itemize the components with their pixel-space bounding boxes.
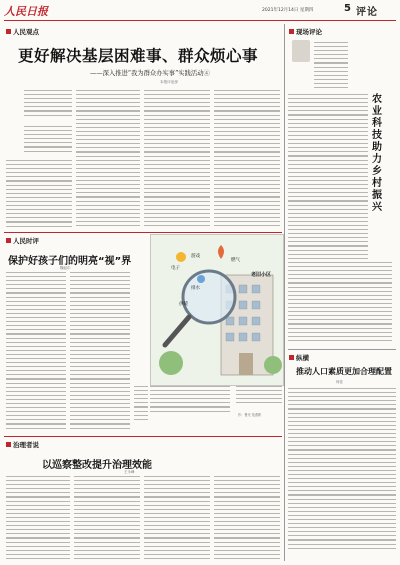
cartoon-illustration	[150, 234, 284, 386]
masthead-rule	[4, 20, 396, 21]
bottom-headline: 以巡察整改提升治理效能	[42, 460, 152, 471]
lead-byline: 本报评论部	[160, 80, 178, 84]
section-name: 评论	[356, 7, 378, 18]
bottom-byline: 王永峰	[124, 470, 135, 474]
section-label-times: 人民时评	[6, 236, 39, 245]
scene-intro-box	[314, 42, 348, 88]
times-rule	[4, 232, 282, 233]
section-marker-icon	[289, 355, 294, 360]
bottom-column-3	[144, 476, 210, 560]
bottom-column-2	[74, 476, 140, 560]
section-label-observation: 人民观点	[6, 27, 39, 36]
times-column-1	[6, 272, 66, 432]
section-marker-icon	[6, 29, 11, 34]
scene-column-2	[288, 262, 392, 344]
lead-subtitle: ——深入推进“我为群众办实事”实践活动④	[90, 70, 210, 77]
times-headline: 保护好孩子们的明亮“视”界	[8, 256, 132, 267]
times-column-2	[70, 272, 130, 432]
cartoon-label-2: 游戏	[191, 254, 200, 259]
bottom-column-1	[6, 476, 70, 560]
lead-column-3	[144, 90, 210, 228]
times-byline: 魏起尔	[60, 266, 71, 270]
cartoon-caption-text	[150, 386, 230, 416]
newspaper-logo: 人民日报	[4, 5, 48, 18]
issue-date: 2021年12月14日 星期四	[262, 8, 314, 13]
lead-intro-box	[24, 90, 72, 118]
scene-portrait	[292, 40, 310, 62]
scene-column-title: 农业科技助力乡村振兴	[372, 94, 382, 213]
times-column-3	[134, 386, 148, 426]
lead-column-4	[214, 90, 280, 228]
cartoon-drawing	[151, 235, 283, 385]
cartoon-label-6: 老旧小区	[251, 272, 272, 278]
cartoon-author: 作：鲁光 范燕彬	[238, 413, 262, 417]
section-marker-icon	[289, 29, 294, 34]
lead-column-1	[6, 160, 72, 228]
lead-headline: 更好解决基层困难事、群众烦心事	[18, 47, 259, 65]
column-divider	[284, 24, 285, 561]
right-section-rule	[288, 349, 396, 350]
cartoon-caption-poem	[236, 386, 282, 410]
section-label-vertical: 纵横	[289, 353, 309, 362]
section-label-governance: 治理者说	[6, 440, 39, 449]
bottom-column-4	[214, 476, 280, 560]
vertical-body	[288, 388, 396, 552]
section-label-scene: 现场评论	[289, 27, 322, 36]
section-marker-icon	[6, 442, 11, 447]
vertical-byline: 何佳	[336, 380, 343, 384]
lead-column-2	[76, 90, 140, 228]
cartoon-label-1: 电子	[171, 266, 180, 271]
cartoon-label-3: 燃气	[231, 258, 240, 263]
section-marker-icon	[6, 238, 11, 243]
lead-intro-box-2	[24, 126, 72, 154]
cartoon-label-4: 排水	[191, 286, 200, 291]
masthead	[4, 3, 396, 19]
bottom-rule	[4, 436, 282, 437]
vertical-headline: 推动人口素质更加合理配置	[296, 367, 392, 376]
page-number: 5	[344, 3, 351, 14]
cartoon-label-5: 供暖	[179, 302, 188, 307]
scene-column-1	[288, 94, 368, 262]
